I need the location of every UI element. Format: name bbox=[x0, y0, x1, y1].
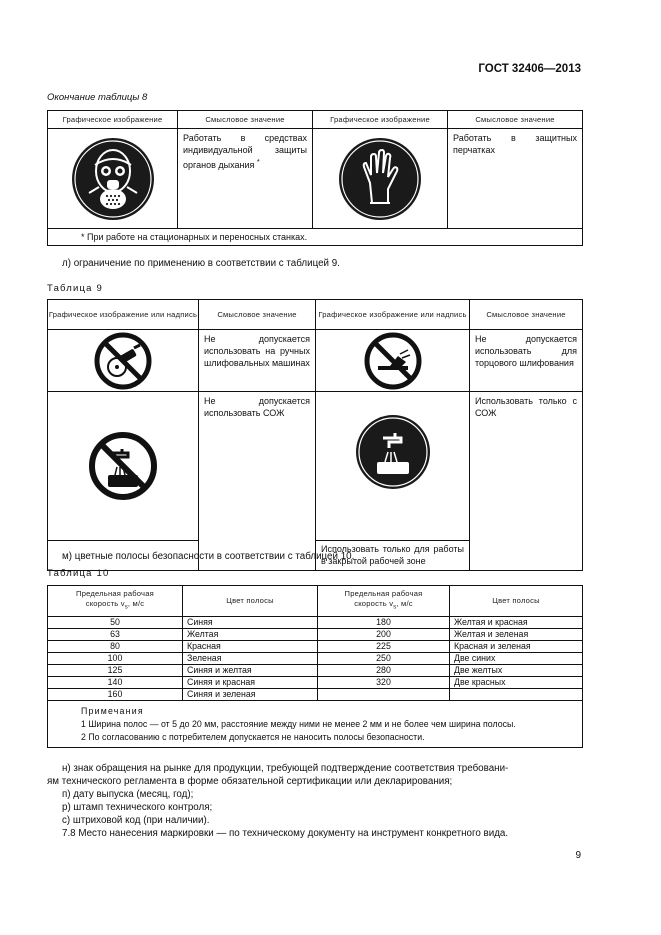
table9-header-image-1: Графическое изображение или надпись bbox=[48, 300, 199, 330]
page-number: 9 bbox=[575, 850, 581, 861]
table-cell: Синяя и красная bbox=[183, 677, 318, 689]
table8-meaning-cell-1 bbox=[178, 129, 313, 229]
table9-header-meaning-1: Смысловое значение bbox=[199, 300, 316, 330]
table-cell: 50 bbox=[48, 617, 183, 629]
table10-header-speed-1: Предельная рабочая скорость $v_s$, м/с bbox=[48, 586, 183, 617]
table-cell: 140 bbox=[48, 677, 183, 689]
table8-caption: Окончание таблицы 8 bbox=[47, 92, 148, 103]
table-cell: 250 bbox=[318, 653, 450, 665]
table9-meaning-cell-r1c2 bbox=[470, 330, 583, 392]
table-cell: Зеленая bbox=[183, 653, 318, 665]
paragraph-7-8: 7.8 Место нанесения маркировки — по техническому документу на инструмент конкретного вида. bbox=[62, 828, 509, 839]
table9-image-cell-r2c2 bbox=[316, 392, 470, 541]
table-cell: Две красных bbox=[450, 677, 583, 689]
table9-meaning-no-face-grinding: Не допускается использовать для торцового шлифования bbox=[475, 334, 577, 368]
table-cell: 80 bbox=[48, 641, 183, 653]
table8-footnote: * При работе на стационарных и переносных станках. bbox=[48, 229, 583, 246]
no-hand-grinder-icon bbox=[94, 332, 152, 390]
table-cell: Синяя и желтая bbox=[183, 665, 318, 677]
paragraph-n-line1: н) знак обращения на рынке для продукции, требующей подтверждение соответствия требовани- bbox=[62, 763, 509, 774]
paragraph-s: с) штриховой код (при наличии). bbox=[62, 815, 210, 826]
table8-header-image-2: Графическое изображение bbox=[313, 111, 448, 129]
table9-header-image-2: Графическое изображение или надпись bbox=[316, 300, 470, 330]
table8-meaning-cell-2 bbox=[448, 129, 583, 229]
table-cell: Желтая и зеленая bbox=[450, 629, 583, 641]
table9-meaning-no-coolant: Не допускается использовать СОЖ bbox=[204, 396, 310, 418]
table9-caption: Таблица 9 bbox=[47, 283, 103, 294]
table8-meaning-gloves: Работать в защитных перчатках bbox=[453, 133, 577, 155]
table8-header-meaning-1: Смысловое значение bbox=[178, 111, 313, 129]
table-cell: 63 bbox=[48, 629, 183, 641]
table8-image-cell-2 bbox=[313, 129, 448, 229]
paragraph-m: м) цветные полосы безопасности в соответствии с таблицей 10. bbox=[62, 551, 355, 562]
table10-header-speed-2: Предельная рабочая скорость $v_s$, м/с bbox=[318, 586, 450, 617]
table-cell: Желтая и красная bbox=[450, 617, 583, 629]
table-cell: 280 bbox=[318, 665, 450, 677]
table-cell: Синяя и зеленая bbox=[183, 689, 318, 701]
table9-meaning-no-hand-grinder: Не допускается использовать на ручных шлифовальных машинах bbox=[204, 334, 310, 368]
table-cell: 180 bbox=[318, 617, 450, 629]
gloves-icon bbox=[338, 137, 422, 221]
notes-title: Примечания bbox=[81, 706, 144, 716]
table-row bbox=[48, 641, 583, 653]
table-cell: 200 bbox=[318, 629, 450, 641]
table-row bbox=[48, 665, 583, 677]
footnote-mark: * bbox=[256, 157, 260, 166]
paragraph-n-line2: ям технического регламента в форме обязательной сертификации или декларирования; bbox=[47, 776, 453, 787]
table-cell: 320 bbox=[318, 677, 450, 689]
table-row bbox=[48, 617, 583, 629]
table9-image-cell-r2c1 bbox=[48, 392, 199, 541]
table10 bbox=[47, 585, 583, 748]
table8-header-image-1: Графическое изображение bbox=[48, 111, 178, 129]
respirator-icon bbox=[71, 137, 155, 221]
table9-image-cell-r1c1 bbox=[48, 330, 199, 392]
note-2: 2 По согласованию с потребителем допускается не наносить полосы безопасности. bbox=[81, 732, 425, 742]
table-cell: Желтая bbox=[183, 629, 318, 641]
table-cell: 125 bbox=[48, 665, 183, 677]
table9-meaning-cell-r2c1 bbox=[199, 392, 316, 571]
table10-header-color-2: Цвет полосы bbox=[450, 586, 583, 617]
paragraph-p: п) дату выпуска (месяц, год); bbox=[62, 789, 194, 800]
table-cell bbox=[318, 689, 450, 701]
table-cell: Красная и зеленая bbox=[450, 641, 583, 653]
table-row bbox=[48, 653, 583, 665]
table8-image-cell-1 bbox=[48, 129, 178, 229]
table-row bbox=[48, 629, 583, 641]
document-code: ГОСТ 32406—2013 bbox=[478, 63, 581, 75]
table10-notes bbox=[48, 701, 583, 748]
table9-meaning-coolant-only: Использовать только с СОЖ bbox=[475, 396, 577, 418]
table-cell: 160 bbox=[48, 689, 183, 701]
table-cell: 100 bbox=[48, 653, 183, 665]
table-cell: Красная bbox=[183, 641, 318, 653]
table-cell: 225 bbox=[318, 641, 450, 653]
table10-caption: Таблица 10 bbox=[47, 568, 110, 579]
no-face-grinding-icon bbox=[364, 332, 422, 390]
table-cell: Две синих bbox=[450, 653, 583, 665]
table9-image-cell-r1c2 bbox=[316, 330, 470, 392]
table10-header-color-1: Цвет полосы bbox=[183, 586, 318, 617]
table-cell bbox=[450, 689, 583, 701]
table8 bbox=[47, 110, 583, 246]
paragraph-l: л) ограничение по применению в соответствии с таблицей 9. bbox=[62, 258, 340, 269]
coolant-only-icon bbox=[355, 414, 431, 490]
table9-inscription-closed-zone: Использовать только для работы в закрытой рабочей зоне bbox=[321, 544, 464, 566]
note-1: 1 Ширина полос — от 5 до 20 мм, расстояние между ними не менее 2 мм и не более чем ширина полосы. bbox=[81, 719, 516, 729]
table9 bbox=[47, 299, 583, 571]
paragraph-r: р) штамп технического контроля; bbox=[62, 802, 213, 813]
table-row bbox=[48, 689, 583, 701]
table-row bbox=[48, 677, 583, 689]
table8-meaning-respirator: Работать в средствах индивидуальной защиты органов дыхания bbox=[183, 133, 307, 170]
table9-meaning-cell-r1c1 bbox=[199, 330, 316, 392]
table9-meaning-cell-r2c2 bbox=[470, 392, 583, 571]
table-cell: Две желтых bbox=[450, 665, 583, 677]
table-cell: Синяя bbox=[183, 617, 318, 629]
table9-header-meaning-2: Смысловое значение bbox=[470, 300, 583, 330]
no-coolant-icon bbox=[88, 431, 158, 501]
table8-header-meaning-2: Смысловое значение bbox=[448, 111, 583, 129]
